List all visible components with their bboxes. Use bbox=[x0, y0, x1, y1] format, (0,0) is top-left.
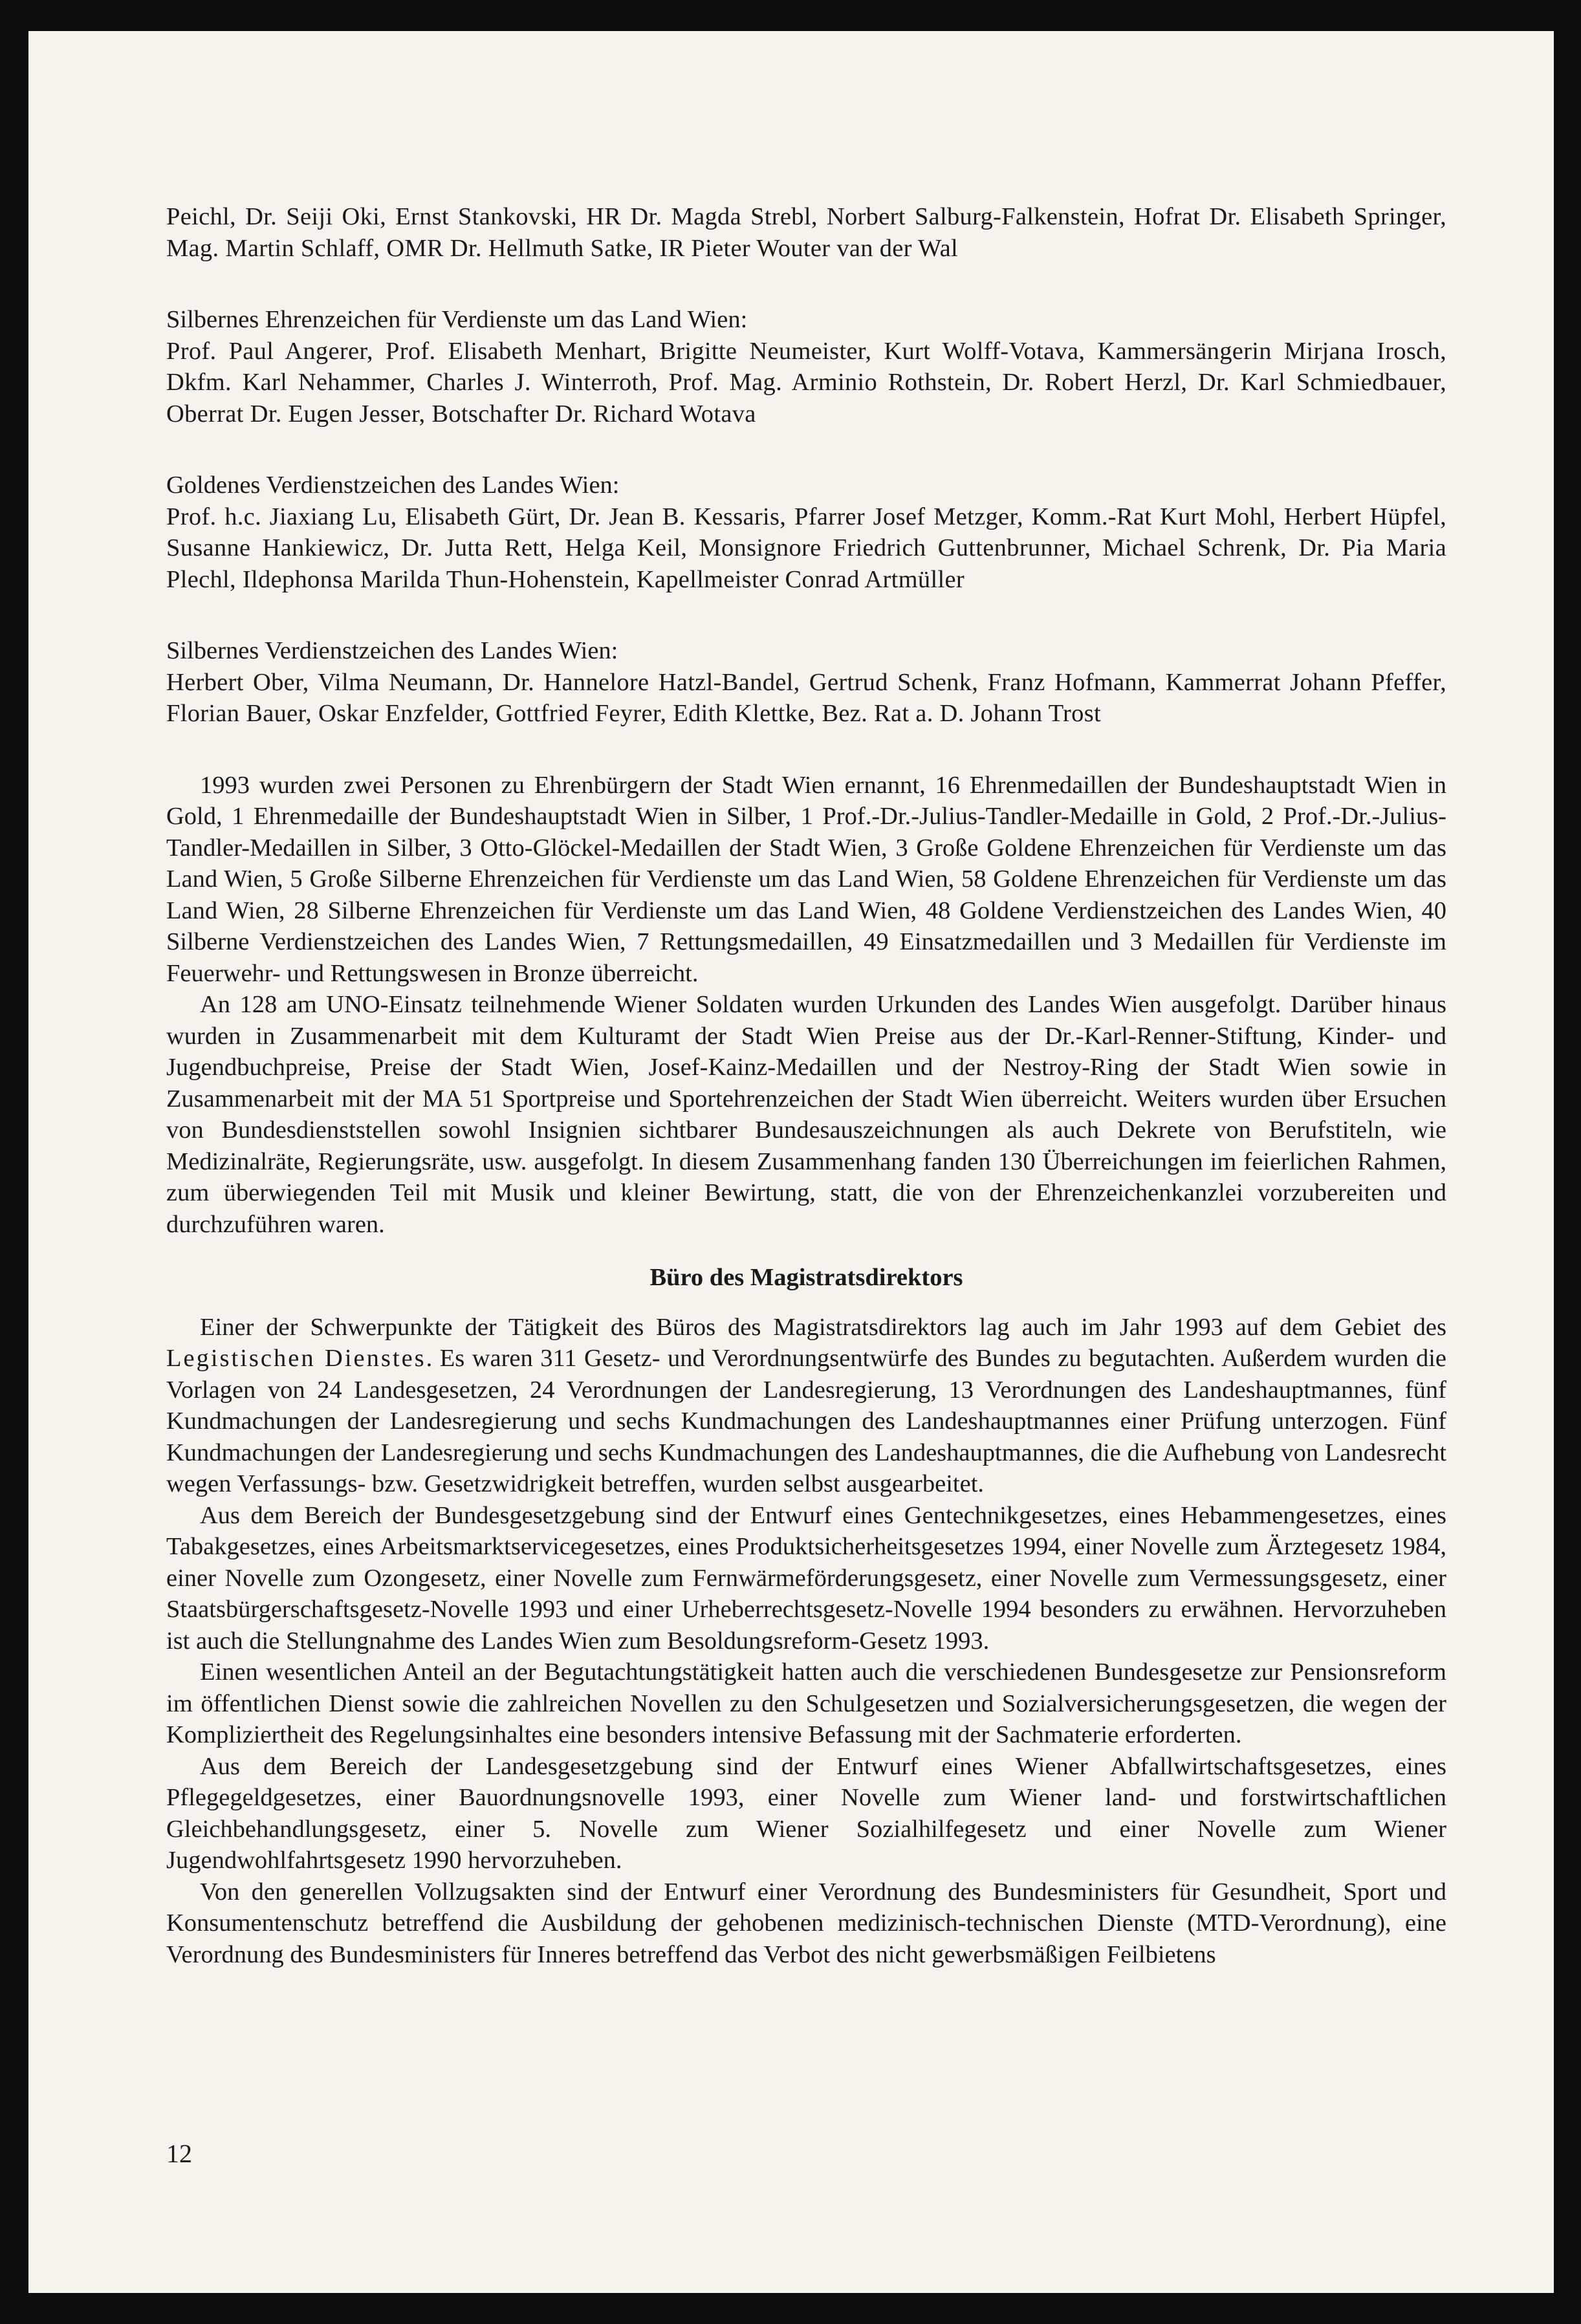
award-recipients: Prof. Paul Angerer, Prof. Elisabeth Menhart, Brigitte Neumeister, Kurt Wolff-Votava, Kammersängerin Mirjana Irosch, Dkfm. Karl Nehammer, Charles J. Winterroth, Prof. Mag. Arminio Rothstein, Dr. Robert Herzl, Dr. Karl Schmiedbauer, Oberrat Dr. Eugen Jesser, Botschafter Dr. Richard Wotava bbox=[166, 337, 1446, 428]
page-number: 12 bbox=[166, 2139, 192, 2168]
document-page bbox=[28, 31, 1554, 2293]
body-paragraph bbox=[166, 1312, 1446, 1500]
award-recipients: Prof. h.c. Jiaxiang Lu, Elisabeth Gürt, Dr. Jean B. Kessaris, Pfarrer Josef Metzger, Komm.-Rat Kurt Mohl, Herbert Hüpfel, Susanne Hankiewicz, Dr. Jutta Rett, Helga Keil, Monsignore Friedrich Guttenbrunner, Michael Schrenk, Dr. Pia Maria Plechl, Ildephonsa Marilda Thun-Hohenstein, Kapellmeister Conrad Artmüller bbox=[166, 503, 1446, 593]
body-paragraph: Aus dem Bereich der Bundesgesetzgebung sind der Entwurf eines Gentechnikgesetzes, eines Hebammengesetzes, eines Tabakgesetzes, eines Arbeitsmarktservicegesetzes, eines Produktsicherheitsgesetzes 1994, einer Novelle zum Ärztegesetz 1984, einer Novelle zum Ozongesetz, einer Novelle zum Fernwärmeförderungsgesetz, einer Novelle zum Vermessungsgesetz, einer Staatsbürgerschaftsgesetz-Novelle 1993 und einer Urheberrechtsgesetz-Novelle 1994 besonders zu erwähnen. Hervorzuheben ist auch die Stellungnahme des Landes Wien zum Besoldungsreform-Gesetz 1993. bbox=[166, 1501, 1446, 1655]
award-recipients: Herbert Ober, Vilma Neumann, Dr. Hannelore Hatzl-Bandel, Gertrud Schenk, Franz Hofmann, Kammerrat Johann Pfeffer, Florian Bauer, Oskar Enzfelder, Gottfried Feyrer, Edith Klettke, Bez. Rat a. D. Johann Trost bbox=[166, 668, 1446, 727]
body-paragraph: Von den generellen Vollzugsakten sind der Entwurf einer Verordnung des Bundesministers für Gesundheit, Sport und Konsumentenschutz betreffend die Ausbildung der gehobenen medizinisch-technischen Dienste (MTD-Verordnung), eine Verordnung des Bundesministers für Inneres betreffend das Verbot des nicht gewerbsmäßigen Feilbietens bbox=[166, 1878, 1446, 1968]
award-heading: Silbernes Ehrenzeichen für Verdienste um das Land Wien: bbox=[166, 306, 748, 333]
body-paragraph: Aus dem Bereich der Landesgesetzgebung sind der Entwurf eines Wiener Abfallwirtschaftsgesetzes, eines Pflegegeldgesetzes, einer Bauordnungsnovelle 1993, einer Novelle zum Wiener land- und forstwirtschaftlichen Gleichbehandlungsgesetz, einer 5. Novelle zum Wiener Sozialhilfegesetz und einer Novelle zum Wiener Jugendwohlfahrtsgesetz 1990 hervorzuheben. bbox=[166, 1752, 1446, 1874]
legist-text-start: Einer der Schwerpunkte der Tätigkeit des Büros des Magistratsdirektors lag auch im Jahr 1993 auf dem Gebiet des bbox=[200, 1313, 1446, 1341]
award-heading: Silbernes Verdienstzeichen des Landes Wien: bbox=[166, 637, 618, 664]
page-content bbox=[166, 201, 1446, 1970]
body-paragraph: 1993 wurden zwei Personen zu Ehrenbürgern der Stadt Wien ernannt, 16 Ehrenmedaillen der Bundeshauptstadt Wien in Gold, 1 Ehrenmedaille der Bundeshauptstadt Wien in Silber, 1 Prof.-Dr.-Julius-Tandler-Medaille in Gold, 2 Prof.-Dr.-Julius-Tandler-Medaillen in Silber, 3 Otto-Glöckel-Medaillen der Stadt Wien, 3 Große Goldene Ehrenzeichen für Verdienste um das Land Wien, 5 Große Silberne Ehrenzeichen für Verdienste um das Land Wien, 58 Goldene Ehrenzeichen für Verdienste um das Land Wien, 28 Silberne Ehrenzeichen für Verdienste um das Land Wien, 48 Goldene Verdienstzeichen des Landes Wien, 40 Silberne Verdienstzeichen des Landes Wien, 7 Rettungsmedaillen, 49 Einsatzmedaillen und 3 Medaillen für Verdienste im Feuerwehr- und Rettungswesen in Bronze überreicht. bbox=[166, 771, 1446, 987]
legist-text-end: . Es waren 311 Gesetz- und Verordnungsentwürfe des Bundes zu begutachten. Außerdem wurden die Vorlagen von 24 Landesgesetzen, 24 Verordnungen der Landesregierung, 13 Verordnungen des Landeshauptmannes, fünf Kundmachungen der Landesregierung und sechs Kundmachungen des Landeshauptmannes einer Prüfung unterzogen. Fünf Kundmachungen der Landesregierung und sechs Kundmachungen des Landeshauptmannes, die die Aufhebung von Landesrecht wegen Verfassungs- bzw. Gesetzwidrigkeit betreffen, wurden selbst ausgearbeitet. bbox=[166, 1345, 1446, 1497]
body-paragraph: Einen wesentlichen Anteil an der Begutachtungstätigkeit hatten auch die verschiedenen Bundesgesetze zur Pensionsreform im öffentlichen Dienst sowie die zahlreichen Novellen zu den Schulgesetzen und Sozialversicherungsgesetzen, die wegen der Kompliziertheit des Regelungsinhaltes eine besonders intensive Befassung mit der Sachmaterie erforderten. bbox=[166, 1658, 1446, 1748]
section-title: Büro des Magistratsdirektors bbox=[649, 1264, 963, 1291]
award-heading: Goldenes Verdienstzeichen des Landes Wien: bbox=[166, 472, 620, 499]
body-paragraph: An 128 am UNO-Einsatz teilnehmende Wiener Soldaten wurden Urkunden des Landes Wien ausgefolgt. Darüber hinaus wurden in Zusammenarbeit mit dem Kulturamt der Stadt Wien Preise aus der Dr.-Karl-Renner-Stiftung, Kinder- und Jugendbuchpreise, Preise der Stadt Wien, Josef-Kainz-Medaillen und der Nestroy-Ring der Stadt Wien sowie in Zusammenarbeit mit der MA 51 Sportpreise und Sportehrenzeichen der Stadt Wien überreicht. Weiters wurden über Ersuchen von Bundesdienststellen sowohl Insignien sichtbarer Bundesauszeichnungen als auch Dekrete von Berufstiteln, wie Medizinalräte, Regierungsräte, usw. ausgefolgt. In diesem Zusammenhang fanden 130 Überreichungen im feierlichen Rahmen, zum überwiegenden Teil mit Musik und kleiner Bewirtung, statt, die von der Ehrenzeichenkanzlei vorzubereiten und durchzuführen waren. bbox=[166, 991, 1446, 1238]
legist-emphasis: Legistischen Dienstes bbox=[166, 1345, 426, 1372]
intro-names: Peichl, Dr. Seiji Oki, Ernst Stankovski, HR Dr. Magda Strebl, Norbert Salburg-Falkenstein, Hofrat Dr. Elisabeth Springer, Mag. Martin Schlaff, OMR Dr. Hellmuth Satke, IR Pieter Wouter van der Wal bbox=[166, 203, 1446, 262]
